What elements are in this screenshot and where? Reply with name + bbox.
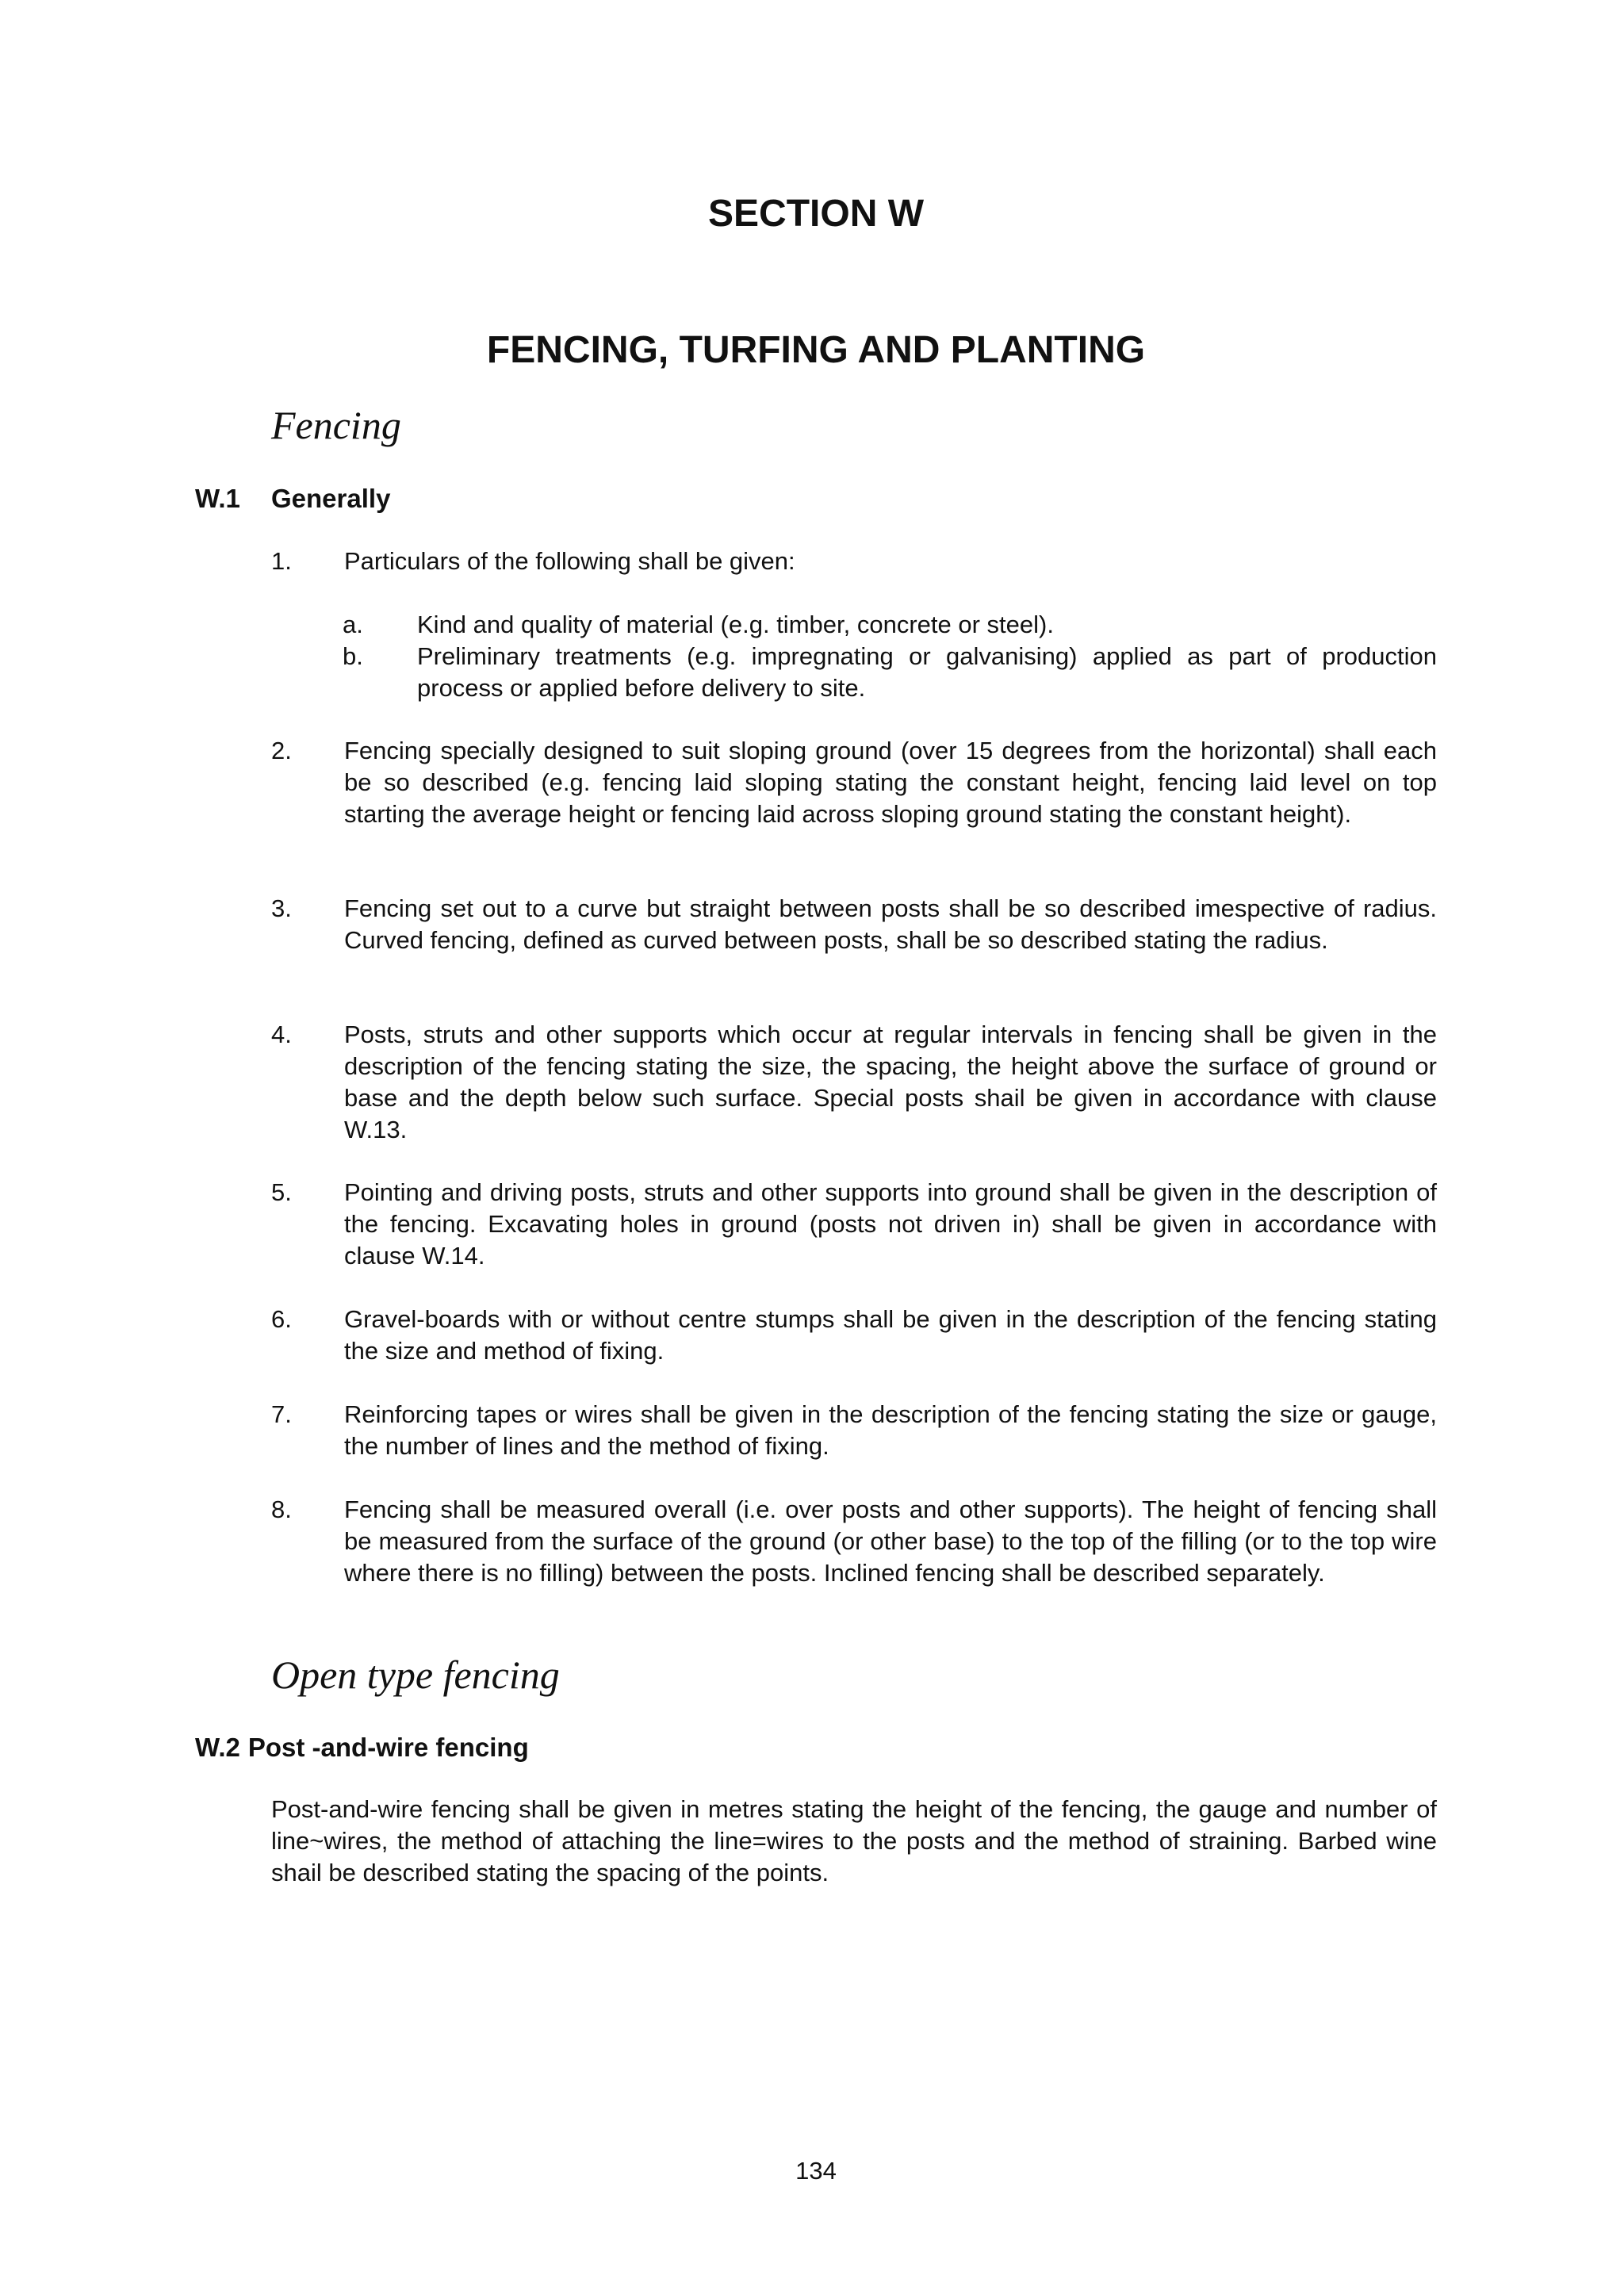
chapter-title: FENCING, TURFING AND PLANTING <box>486 329 1146 371</box>
list-item-number: 1. <box>271 547 292 575</box>
list-item-text: Gravel-boards with or without centre stumps shall be given in the description of the fencing stating the size and method of fixing. <box>344 1305 1437 1365</box>
clause-heading-w2 <box>195 1731 529 1764</box>
section-title: SECTION W <box>708 193 924 235</box>
list-item-8 <box>271 1494 1437 1589</box>
sub-item-text: Preliminary treatments (e.g. impregnating or galvanising) applied as part of production process or applied before delivery to site. <box>417 642 1437 702</box>
list-item-number: 3. <box>271 894 292 922</box>
list-item-7 <box>271 1399 1437 1462</box>
list-item-text: Particulars of the following shall be given: <box>344 547 795 575</box>
clause-number: W.2 <box>195 1733 240 1762</box>
list-item-text: Reinforcing tapes or wires shall be given in the description of the fencing stating the size or gauge, the number of lines and the method of fixing. <box>344 1400 1437 1460</box>
list-item-2 <box>271 735 1437 830</box>
sub-item-a <box>343 609 1437 641</box>
clause-number: W.1 <box>195 484 240 513</box>
list-item-6 <box>271 1304 1437 1367</box>
list-item-3 <box>271 893 1437 956</box>
list-item-number: 8. <box>271 1496 292 1523</box>
clause-title: Post -and-wire fencing <box>247 1733 529 1762</box>
subheading-open-type-fencing: Open type fencing <box>271 1653 560 1697</box>
list-item-number: 5. <box>271 1178 292 1206</box>
list-item-1 <box>271 546 1437 577</box>
list-item-4 <box>271 1019 1437 1146</box>
list-item-number: 2. <box>271 737 292 764</box>
clause-heading-w1 <box>195 482 390 515</box>
list-item-text: Fencing shall be measured overall (i.e. over posts and other supports). The height of fencing shall be measured from the surface of the ground (or other base) to the top of the filling (or to the top wire where there is no filling) between the posts. Inclined fencing shall be described separately. <box>344 1496 1437 1587</box>
list-item-number: 6. <box>271 1305 292 1333</box>
sub-item-b <box>343 641 1437 704</box>
list-item-text: Fencing set out to a curve but straight between posts shall be so described imespective of radius. Curved fencing, defined as curved between posts, shall be so described stating the radius. <box>344 894 1437 954</box>
list-item-number: 4. <box>271 1021 292 1048</box>
list-item-text: Pointing and driving posts, struts and other supports into ground shall be given in the description of the fencing. Excavating holes in ground (posts not driven in) shall be given in accordance with clause W.14. <box>344 1178 1437 1270</box>
clause-w2-paragraph: Post-and-wire fencing shall be given in metres stating the height of the fencing, the gauge and number of line~wires, the method of attaching the line=wires to the posts and the method of straining. Barbed wine shail be described stating the spacing of the points. <box>271 1795 1437 1886</box>
sub-item-letter: b. <box>343 642 363 670</box>
subheading-fencing: Fencing <box>271 403 401 447</box>
sub-item-letter: a. <box>343 611 363 638</box>
list-item-text: Fencing specially designed to suit sloping ground (over 15 degrees from the horizontal) shall each be so described (e.g. fencing laid sloping stating the constant height, fencing laid level on top starting the average height or fencing laid across sloping ground stating the constant height). <box>344 737 1437 828</box>
list-item-text: Posts, struts and other supports which occur at regular intervals in fencing shall be given in the description of the fencing stating the size, the spacing, the height above the surface of ground or base and the depth below such surface. Special posts shail be given in accordance with clause W.13. <box>344 1021 1437 1143</box>
list-item-5 <box>271 1177 1437 1272</box>
sub-item-text: Kind and quality of material (e.g. timber, concrete or steel). <box>417 611 1054 638</box>
clause-title: Generally <box>271 484 391 513</box>
list-item-number: 7. <box>271 1400 292 1428</box>
page-number: 134 <box>795 2157 837 2185</box>
